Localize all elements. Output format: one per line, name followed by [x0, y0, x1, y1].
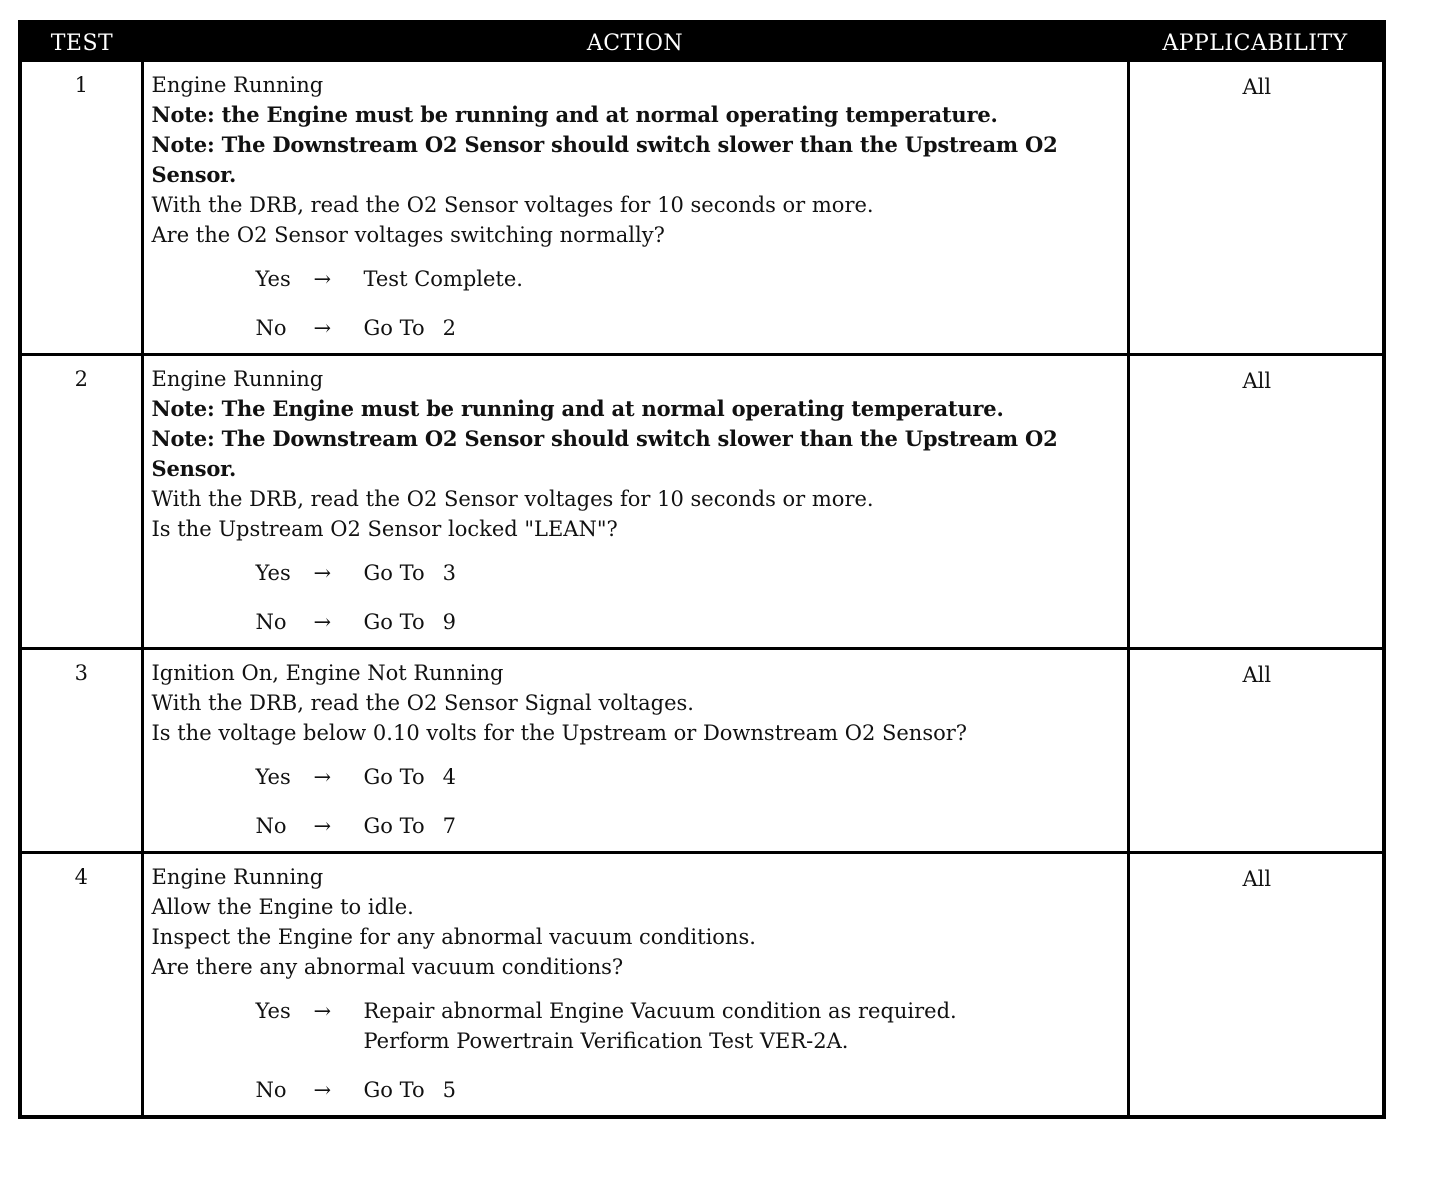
goto-test-number: 3	[442, 561, 456, 585]
action-note: Note: The Downstream O2 Sensor should switch slower than the Upstream O2 Sensor.	[151, 132, 1058, 187]
action-line: Engine Running	[151, 367, 324, 391]
applicability-cell: All	[1128, 62, 1384, 355]
branch-label: No	[255, 1078, 287, 1102]
diagnostic-test-table	[18, 20, 1386, 1119]
goto-reference	[364, 558, 457, 588]
branch-no	[256, 607, 1121, 637]
action-note: Note: the Engine must be running and at normal operating temperature.	[151, 102, 998, 127]
branch-result	[364, 1075, 457, 1105]
goto-test-number: 5	[442, 1078, 456, 1102]
table-header	[20, 22, 1384, 62]
branch-result	[364, 762, 457, 792]
action-cell	[142, 355, 1128, 649]
action-line: Ignition On, Engine Not Running	[151, 661, 504, 685]
branch-result	[364, 996, 957, 1056]
action-line: Engine Running	[151, 865, 324, 889]
arrow-right-icon: →	[313, 1078, 332, 1102]
goto-label: Go To	[363, 765, 425, 789]
result-line: Test Complete.	[363, 267, 523, 291]
branch-yes	[256, 558, 1121, 588]
arrow-right-icon: →	[313, 316, 332, 340]
goto-label: Go To	[363, 610, 425, 634]
branch-yes	[256, 762, 1121, 792]
action-line: Are there any abnormal vacuum conditions?	[151, 955, 624, 979]
applicability-cell: All	[1128, 853, 1384, 1118]
arrow-right-icon: →	[313, 765, 332, 789]
test-number: 2	[20, 355, 142, 649]
header-action: ACTION	[142, 22, 1128, 62]
branch-result	[364, 313, 457, 343]
table-body	[20, 62, 1384, 1117]
action-line: With the DRB, read the O2 Sensor Signal voltages.	[151, 691, 694, 715]
goto-reference	[364, 762, 457, 792]
branch-list	[256, 558, 1121, 637]
result-line: Perform Powertrain Verification Test VER-2A.	[363, 1029, 849, 1053]
arrow-right-icon: →	[313, 267, 332, 291]
test-number: 3	[20, 649, 142, 853]
branch-label: No	[255, 814, 287, 838]
action-cell	[142, 853, 1128, 1118]
header-row	[20, 22, 1384, 62]
branch-label: Yes	[255, 267, 291, 291]
branch-label: Yes	[255, 561, 291, 585]
action-note: Note: The Downstream O2 Sensor should switch slower than the Upstream O2 Sensor.	[151, 426, 1058, 481]
goto-label: Go To	[363, 1078, 425, 1102]
action-cell	[142, 62, 1128, 355]
test-number: 1	[74, 73, 88, 97]
branch-list	[256, 264, 1121, 343]
goto-test-number: 2	[442, 316, 456, 340]
branch-result	[364, 558, 457, 588]
branch-label: No	[255, 316, 287, 340]
action-cell	[142, 649, 1128, 853]
table-row	[20, 853, 1384, 1118]
branch-no	[256, 313, 1121, 343]
branch-label: Yes	[255, 999, 291, 1023]
branch-list	[256, 996, 1121, 1105]
action-line: With the DRB, read the O2 Sensor voltages for 10 seconds or more.	[151, 487, 874, 511]
goto-reference	[364, 607, 457, 637]
action-line: Is the Upstream O2 Sensor locked "LEAN"?	[151, 517, 618, 541]
action-line: Are the O2 Sensor voltages switching normally?	[151, 223, 665, 247]
action-line: With the DRB, read the O2 Sensor voltages for 10 seconds or more.	[151, 193, 874, 217]
test-number: 4	[20, 853, 142, 1118]
arrow-right-icon: →	[313, 561, 332, 585]
action-line: Allow the Engine to idle.	[151, 895, 414, 919]
branch-yes	[256, 996, 1121, 1056]
goto-test-number: 7	[442, 814, 456, 838]
applicability-cell: All	[1128, 649, 1384, 853]
arrow-right-icon: →	[313, 999, 332, 1023]
goto-reference	[364, 811, 457, 841]
branch-no	[256, 811, 1121, 841]
branch-result	[364, 264, 523, 294]
goto-label: Go To	[363, 814, 425, 838]
result-line: Repair abnormal Engine Vacuum condition as required.	[363, 999, 957, 1023]
branch-list	[256, 762, 1121, 841]
branch-label: No	[255, 610, 287, 634]
goto-reference	[364, 313, 457, 343]
goto-test-number: 4	[442, 765, 456, 789]
goto-label: Go To	[363, 316, 425, 340]
header-test: TEST	[20, 22, 142, 62]
goto-test-number: 9	[442, 610, 456, 634]
branch-result	[364, 811, 457, 841]
branch-result	[364, 607, 457, 637]
action-line: Is the voltage below 0.10 volts for the Upstream or Downstream O2 Sensor?	[151, 721, 968, 745]
goto-reference	[364, 1075, 457, 1105]
branch-yes	[256, 264, 1121, 294]
arrow-right-icon: →	[313, 610, 332, 634]
table-row	[20, 649, 1384, 853]
action-note: Note: The Engine must be running and at normal operating temperature.	[151, 396, 1004, 421]
arrow-right-icon: →	[313, 814, 332, 838]
branch-no	[256, 1075, 1121, 1105]
action-line: Engine Running	[151, 73, 324, 97]
table-row	[20, 355, 1384, 649]
goto-label: Go To	[363, 561, 425, 585]
header-applicability: APPLICABILITY	[1128, 22, 1384, 62]
branch-label: Yes	[255, 765, 291, 789]
table-row	[20, 62, 1384, 355]
applicability-cell: All	[1128, 355, 1384, 649]
action-line: Inspect the Engine for any abnormal vacuum conditions.	[151, 925, 756, 949]
